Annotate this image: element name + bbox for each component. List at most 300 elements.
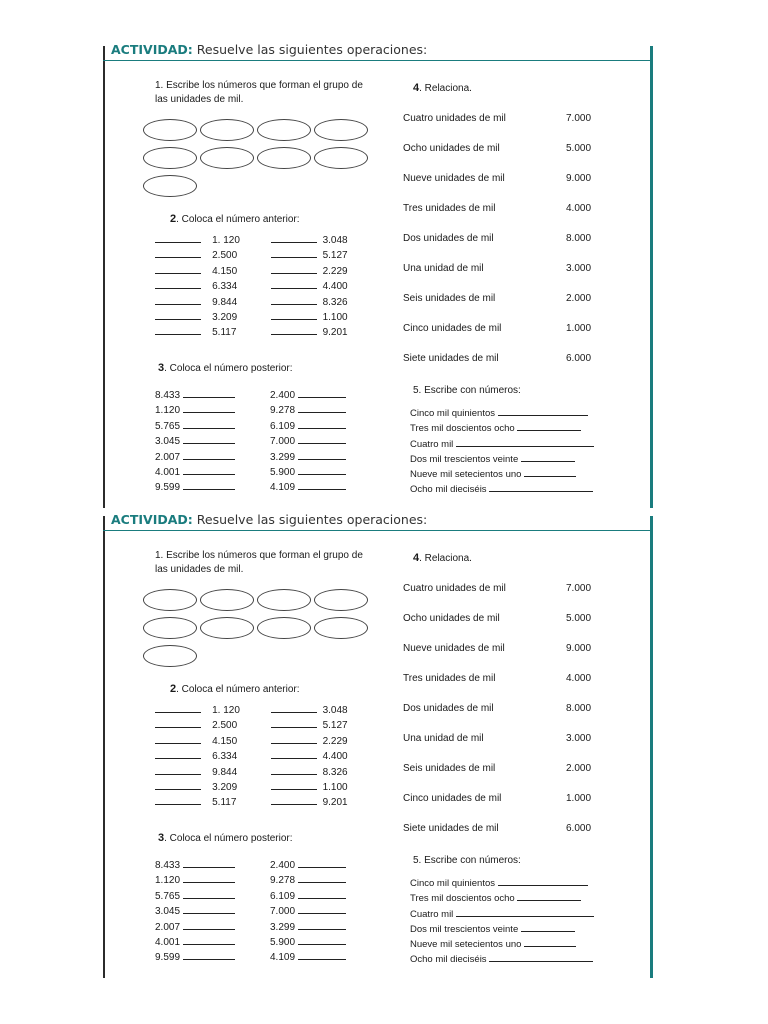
- relate-value: 3.000: [566, 733, 592, 744]
- given-number: 3.209: [212, 781, 238, 793]
- section2-number: 2: [170, 683, 177, 695]
- list-item: [271, 795, 348, 810]
- answer-oval[interactable]: [314, 119, 368, 141]
- given-number: 9.844: [212, 296, 238, 308]
- answer-blank[interactable]: [183, 388, 235, 398]
- relate-row[interactable]: [403, 793, 603, 804]
- section2-label: . Coloca el número anterior:: [176, 214, 300, 225]
- given-number: 1. 120: [212, 235, 240, 246]
- given-number: 9.844: [212, 766, 238, 778]
- answer-blank[interactable]: [183, 434, 235, 444]
- answer-blank[interactable]: [521, 922, 575, 932]
- answer-blank[interactable]: [298, 889, 346, 899]
- list-item: [410, 952, 594, 967]
- list-item: [271, 703, 348, 718]
- given-number: 3.045: [155, 906, 181, 918]
- list-item: [410, 937, 594, 952]
- answer-blank[interactable]: [271, 233, 317, 243]
- given-number: 2.007: [155, 451, 181, 463]
- answer-blank[interactable]: [298, 403, 346, 413]
- list-item: [270, 450, 346, 465]
- answer-blank[interactable]: [183, 403, 235, 413]
- relate-row[interactable]: [403, 613, 603, 624]
- relate-text: Una unidad de mil: [403, 733, 484, 744]
- answer-blank[interactable]: [183, 858, 235, 868]
- answer-oval[interactable]: [314, 589, 368, 611]
- answer-blank[interactable]: [456, 907, 594, 917]
- answer-blank[interactable]: [155, 734, 201, 744]
- relate-text: Dos unidades de mil: [403, 703, 494, 714]
- answer-blank[interactable]: [298, 858, 346, 868]
- answer-blank[interactable]: [524, 467, 576, 477]
- given-number: 9.201: [322, 797, 348, 809]
- relate-value: 7.000: [566, 113, 592, 124]
- relate-row[interactable]: [403, 263, 603, 274]
- relate-text: Tres unidades de mil: [403, 673, 496, 684]
- given-number: 6.334: [212, 281, 238, 293]
- section4-label: . Relaciona.: [419, 83, 472, 94]
- answer-blank[interactable]: [298, 434, 346, 444]
- relate-row[interactable]: [403, 173, 603, 184]
- relate-text: Cuatro unidades de mil: [403, 113, 506, 124]
- given-number: 1.120: [155, 405, 181, 417]
- list-item: [270, 935, 346, 950]
- list-item: [271, 295, 348, 310]
- given-number: 3.299: [270, 921, 296, 933]
- relate-value: 8.000: [566, 703, 592, 714]
- answer-oval[interactable]: [200, 119, 254, 141]
- given-number: 3.048: [322, 235, 348, 246]
- section5-heading: 5. Escribe con números:: [413, 855, 521, 866]
- list-item: [410, 421, 594, 436]
- list-item: [155, 734, 240, 749]
- activity-title: [111, 512, 427, 527]
- answer-blank[interactable]: [298, 920, 346, 930]
- answer-blank[interactable]: [155, 718, 201, 728]
- relate-value: 4.000: [566, 673, 592, 684]
- given-number: 4.150: [212, 265, 238, 277]
- answer-blank[interactable]: [271, 734, 317, 744]
- relate-value: 9.000: [566, 643, 592, 654]
- list-item: [410, 482, 594, 497]
- answer-oval[interactable]: [314, 147, 368, 169]
- answer-blank[interactable]: [155, 310, 201, 320]
- relate-row[interactable]: [403, 203, 603, 214]
- answer-blank[interactable]: [298, 388, 346, 398]
- list-item: [155, 950, 235, 965]
- relate-row[interactable]: [403, 323, 603, 334]
- list-item: [155, 434, 235, 449]
- relate-value: 6.000: [566, 353, 592, 364]
- list-item: [155, 873, 235, 888]
- list-item: [270, 434, 346, 449]
- list-item: [410, 922, 594, 937]
- relate-value: 1.000: [566, 793, 592, 804]
- answer-blank[interactable]: [183, 920, 235, 930]
- section3-heading: [158, 832, 293, 844]
- oval-group: [143, 119, 375, 201]
- answer-oval[interactable]: [143, 645, 197, 667]
- answer-blank[interactable]: [489, 952, 593, 962]
- activity-keyword: ACTIVIDAD:: [111, 512, 193, 527]
- answer-blank[interactable]: [183, 419, 235, 429]
- relate-text: Seis unidades de mil: [403, 763, 496, 774]
- relate-row[interactable]: [403, 643, 603, 654]
- list-item: [271, 264, 348, 279]
- list-item: [270, 388, 346, 403]
- answer-blank[interactable]: [271, 279, 317, 289]
- given-number: 3.048: [322, 705, 348, 716]
- answer-blank[interactable]: [155, 264, 201, 274]
- list-item: [271, 718, 348, 733]
- list-item: [271, 310, 348, 325]
- relate-text: Tres unidades de mil: [403, 203, 496, 214]
- list-item: [155, 295, 240, 310]
- relate-value: 1.000: [566, 323, 592, 334]
- answer-blank[interactable]: [489, 482, 593, 492]
- answer-oval[interactable]: [257, 147, 311, 169]
- given-number: 2.400: [270, 390, 296, 401]
- worksheet-bottom: [103, 512, 653, 978]
- section4-label: . Relaciona.: [419, 553, 472, 564]
- relate-text: Una unidad de mil: [403, 263, 484, 274]
- answer-blank[interactable]: [271, 765, 317, 775]
- given-number: 8.326: [322, 766, 348, 778]
- answer-blank[interactable]: [155, 765, 201, 775]
- list-item: [155, 889, 235, 904]
- answer-blank[interactable]: [298, 465, 346, 475]
- activity-instruction: Resuelve las siguientes operaciones:: [196, 512, 428, 527]
- section1-label: 1. Escribe los números que forman el grupo de las unidades de mil.: [155, 80, 363, 105]
- answer-blank[interactable]: [298, 450, 346, 460]
- answer-blank[interactable]: [155, 795, 201, 805]
- list-item: [155, 904, 235, 919]
- list-item: [155, 325, 240, 340]
- given-number: 8.433: [155, 390, 181, 401]
- section2-number: 2: [170, 213, 177, 225]
- given-number: 5.900: [270, 936, 296, 948]
- section2-left-column: [155, 233, 240, 341]
- section3-right-column: [270, 858, 346, 966]
- relate-value: 4.000: [566, 203, 592, 214]
- relate-value: 7.000: [566, 583, 592, 594]
- list-item: [155, 388, 235, 403]
- list-item: [271, 765, 348, 780]
- given-number: 1. 120: [212, 705, 240, 716]
- given-number: 4.400: [322, 751, 348, 763]
- section4-heading: [413, 82, 472, 94]
- list-item: [155, 279, 240, 294]
- answer-blank[interactable]: [271, 780, 317, 790]
- list-item: [270, 889, 346, 904]
- given-number: 1.120: [155, 875, 181, 887]
- section4-heading: [413, 552, 472, 564]
- given-number: 4.400: [322, 281, 348, 293]
- given-number: 5.765: [155, 420, 181, 432]
- answer-oval[interactable]: [143, 617, 197, 639]
- given-number: 5.127: [322, 720, 348, 732]
- answer-blank[interactable]: [271, 325, 317, 335]
- given-number: 7.000: [270, 906, 296, 918]
- relate-text: Nueve unidades de mil: [403, 173, 505, 184]
- number-words: Ocho mil dieciséis: [410, 954, 487, 966]
- right-border: [650, 516, 653, 978]
- given-number: 4.001: [155, 466, 181, 478]
- list-item: [270, 950, 346, 965]
- given-number: 1.100: [322, 311, 348, 323]
- answer-oval[interactable]: [257, 617, 311, 639]
- section3-heading: [158, 362, 293, 374]
- section3-left-column: [155, 858, 235, 966]
- relate-value: 2.000: [566, 763, 592, 774]
- relate-text: Dos unidades de mil: [403, 233, 494, 244]
- worksheet-top: [103, 42, 653, 508]
- relate-text: Siete unidades de mil: [403, 823, 499, 834]
- given-number: 9.201: [322, 327, 348, 339]
- list-item: [155, 718, 240, 733]
- relate-text: Nueve unidades de mil: [403, 643, 505, 654]
- section4-number: 4: [413, 552, 420, 564]
- number-words: Cinco mil quinientos: [410, 878, 496, 889]
- relate-row[interactable]: [403, 733, 603, 744]
- answer-blank[interactable]: [271, 703, 317, 713]
- list-item: [155, 248, 240, 263]
- activity-keyword: ACTIVIDAD:: [111, 42, 193, 57]
- list-item: [271, 233, 348, 248]
- list-item: [155, 450, 235, 465]
- answer-blank[interactable]: [298, 873, 346, 883]
- activity-title: [111, 42, 427, 57]
- given-number: 3.045: [155, 436, 181, 448]
- relate-row[interactable]: [403, 823, 603, 834]
- given-number: 2.400: [270, 860, 296, 871]
- given-number: 5.765: [155, 890, 181, 902]
- activity-instruction: Resuelve las siguientes operaciones:: [196, 42, 428, 57]
- relate-value: 5.000: [566, 613, 592, 624]
- list-item: [271, 780, 348, 795]
- relate-row[interactable]: [403, 703, 603, 714]
- list-item: [270, 419, 346, 434]
- answer-oval[interactable]: [200, 617, 254, 639]
- answer-blank[interactable]: [271, 264, 317, 274]
- answer-oval[interactable]: [143, 119, 197, 141]
- list-item: [271, 734, 348, 749]
- number-words: Cuatro mil: [410, 908, 454, 920]
- list-item: [155, 233, 240, 248]
- relate-row[interactable]: [403, 293, 603, 304]
- relate-text: Siete unidades de mil: [403, 353, 499, 364]
- title-underline: [103, 530, 653, 531]
- answer-blank[interactable]: [155, 703, 201, 713]
- given-number: 4.109: [270, 952, 296, 964]
- given-number: 2.500: [212, 250, 238, 262]
- answer-blank[interactable]: [271, 795, 317, 805]
- list-item: [410, 452, 594, 467]
- list-item: [155, 795, 240, 810]
- list-item: [410, 467, 594, 482]
- answer-blank[interactable]: [298, 950, 346, 960]
- given-number: 3.299: [270, 451, 296, 463]
- answer-blank[interactable]: [298, 935, 346, 945]
- list-item: [410, 406, 594, 421]
- list-item: [155, 703, 240, 718]
- answer-blank[interactable]: [517, 421, 581, 431]
- answer-blank[interactable]: [298, 904, 346, 914]
- answer-blank[interactable]: [517, 891, 581, 901]
- answer-blank[interactable]: [155, 325, 201, 335]
- given-number: 5.900: [270, 466, 296, 478]
- oval-group: [143, 589, 375, 671]
- section3-number: 3: [158, 832, 165, 844]
- relate-text: Cinco unidades de mil: [403, 323, 502, 334]
- relate-row[interactable]: [403, 763, 603, 774]
- answer-blank[interactable]: [271, 310, 317, 320]
- answer-blank[interactable]: [183, 465, 235, 475]
- relate-row[interactable]: [403, 583, 603, 594]
- list-item: [271, 749, 348, 764]
- number-words: Tres mil doscientos ocho: [410, 893, 515, 905]
- given-number: 7.000: [270, 436, 296, 448]
- list-item: [155, 920, 235, 935]
- relate-row[interactable]: [403, 673, 603, 684]
- section5-heading: 5. Escribe con números:: [413, 385, 521, 396]
- answer-blank[interactable]: [155, 279, 201, 289]
- relate-value: 5.000: [566, 143, 592, 154]
- list-item: [270, 858, 346, 873]
- list-item: [270, 480, 346, 495]
- answer-oval[interactable]: [143, 589, 197, 611]
- answer-blank[interactable]: [498, 406, 588, 416]
- answer-blank[interactable]: [183, 904, 235, 914]
- answer-blank[interactable]: [155, 295, 201, 305]
- answer-blank[interactable]: [524, 937, 576, 947]
- section2-heading: [170, 213, 300, 225]
- answer-blank[interactable]: [155, 233, 201, 243]
- number-words: Nueve mil setecientos uno: [410, 939, 522, 951]
- left-border: [103, 46, 105, 508]
- number-words: Tres mil doscientos ocho: [410, 423, 515, 435]
- right-border: [650, 46, 653, 508]
- given-number: 2.007: [155, 921, 181, 933]
- answer-blank[interactable]: [183, 480, 235, 490]
- relate-row[interactable]: [403, 143, 603, 154]
- given-number: 5.127: [322, 250, 348, 262]
- answer-oval[interactable]: [200, 147, 254, 169]
- number-words: Dos mil trescientos veinte: [410, 453, 519, 465]
- given-number: 9.278: [270, 875, 296, 887]
- section2-left-column: [155, 703, 240, 811]
- list-item: [271, 325, 348, 340]
- answer-oval[interactable]: [257, 589, 311, 611]
- list-item: [155, 935, 235, 950]
- answer-oval[interactable]: [314, 617, 368, 639]
- answer-blank[interactable]: [271, 749, 317, 759]
- answer-oval[interactable]: [143, 175, 197, 197]
- answer-blank[interactable]: [271, 295, 317, 305]
- answer-blank[interactable]: [183, 889, 235, 899]
- list-item: [270, 873, 346, 888]
- list-item: [155, 749, 240, 764]
- answer-oval[interactable]: [257, 119, 311, 141]
- answer-blank[interactable]: [298, 419, 346, 429]
- section5-list: [410, 876, 594, 968]
- answer-blank[interactable]: [183, 950, 235, 960]
- given-number: 4.001: [155, 936, 181, 948]
- relate-row[interactable]: [403, 113, 603, 124]
- left-border: [103, 516, 105, 978]
- answer-oval[interactable]: [200, 589, 254, 611]
- list-item: [270, 403, 346, 418]
- section2-heading: [170, 683, 300, 695]
- list-item: [270, 904, 346, 919]
- answer-blank[interactable]: [456, 437, 594, 447]
- relate-value: 9.000: [566, 173, 592, 184]
- relate-value: 8.000: [566, 233, 592, 244]
- list-item: [270, 465, 346, 480]
- list-item: [155, 780, 240, 795]
- relate-text: Cinco unidades de mil: [403, 793, 502, 804]
- relate-value: 6.000: [566, 823, 592, 834]
- number-words: Cuatro mil: [410, 438, 454, 450]
- relate-row[interactable]: [403, 353, 603, 364]
- given-number: 9.599: [155, 952, 181, 964]
- relate-text: Cuatro unidades de mil: [403, 583, 506, 594]
- given-number: 2.500: [212, 720, 238, 732]
- section2-right-column: [271, 233, 348, 341]
- answer-oval[interactable]: [143, 147, 197, 169]
- section5-list: [410, 406, 594, 498]
- list-item: [410, 891, 594, 906]
- answer-blank[interactable]: [183, 935, 235, 945]
- relate-row[interactable]: [403, 233, 603, 244]
- answer-blank[interactable]: [271, 248, 317, 258]
- list-item: [271, 279, 348, 294]
- answer-blank[interactable]: [155, 248, 201, 258]
- list-item: [270, 920, 346, 935]
- section3-number: 3: [158, 362, 165, 374]
- title-underline: [103, 60, 653, 61]
- list-item: [155, 465, 235, 480]
- answer-blank[interactable]: [155, 749, 201, 759]
- given-number: 5.117: [212, 327, 237, 339]
- answer-blank[interactable]: [298, 480, 346, 490]
- section3-label: . Coloca el número posterior:: [164, 833, 293, 844]
- answer-blank[interactable]: [521, 452, 575, 462]
- number-words: Dos mil trescientos veinte: [410, 923, 519, 935]
- given-number: 6.109: [270, 890, 296, 902]
- given-number: 5.117: [212, 797, 237, 809]
- answer-blank[interactable]: [183, 450, 235, 460]
- given-number: 6.109: [270, 420, 296, 432]
- section2-right-column: [271, 703, 348, 811]
- answer-blank[interactable]: [271, 718, 317, 728]
- relate-text: Seis unidades de mil: [403, 293, 496, 304]
- section3-left-column: [155, 388, 235, 496]
- list-item: [410, 437, 594, 452]
- number-words: Cinco mil quinientos: [410, 408, 496, 419]
- list-item: [271, 248, 348, 263]
- list-item: [155, 403, 235, 418]
- list-item: [155, 480, 235, 495]
- section1-label: 1. Escribe los números que forman el grupo de las unidades de mil.: [155, 550, 363, 575]
- given-number: 8.433: [155, 860, 181, 871]
- given-number: 6.334: [212, 751, 238, 763]
- answer-blank[interactable]: [183, 873, 235, 883]
- answer-blank[interactable]: [498, 876, 588, 886]
- given-number: 9.599: [155, 482, 181, 494]
- list-item: [155, 310, 240, 325]
- answer-blank[interactable]: [155, 780, 201, 790]
